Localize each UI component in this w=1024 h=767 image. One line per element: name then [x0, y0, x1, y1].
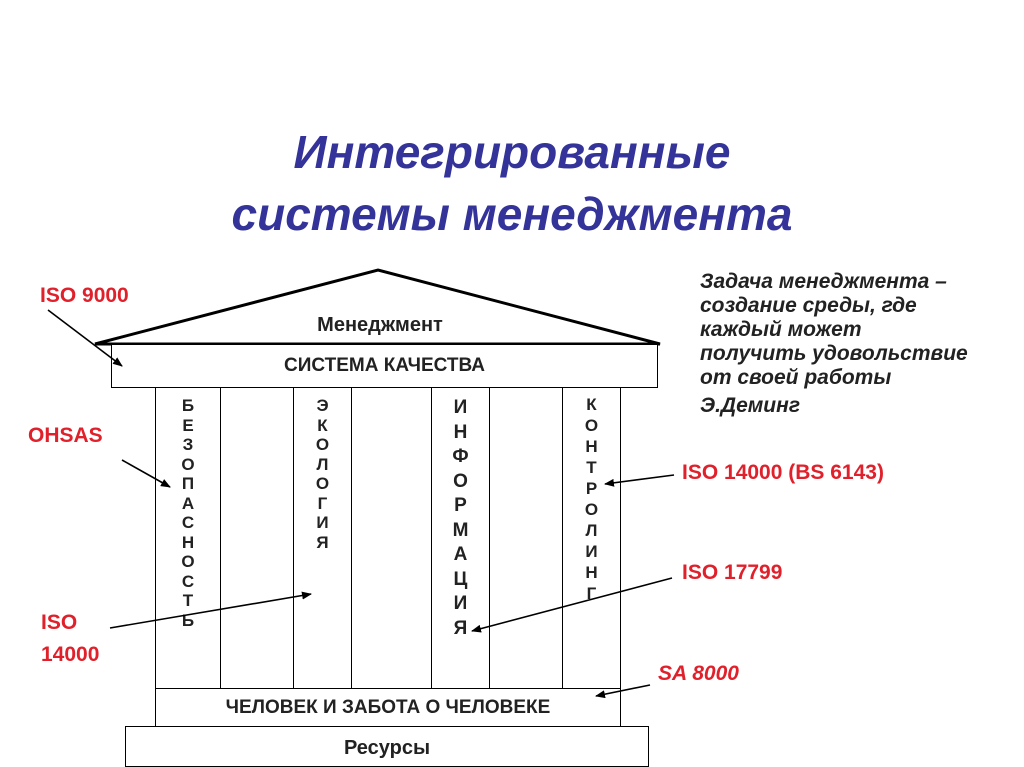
column-letter: К [317, 415, 328, 435]
column-letter: Т [586, 458, 597, 477]
quote-line: создание среды, где [700, 294, 917, 317]
standard-sa8000: SA 8000 [658, 662, 739, 685]
column-letter: О [453, 470, 468, 492]
column-letter: С [181, 513, 195, 532]
column-letter: Л [585, 521, 598, 540]
column-letter: Я [453, 617, 468, 639]
column-letter: К [586, 395, 597, 414]
column-letter: И [316, 513, 329, 532]
column-letter: Н [585, 563, 598, 582]
column-letter: Г [317, 493, 328, 513]
standard-iso14000-bs6143: ISO 14000 (BS 6143) [682, 461, 884, 484]
foundation-label: Ресурсы [343, 737, 431, 759]
column-letter: Н [453, 421, 468, 443]
column-letter: Л [316, 454, 329, 474]
column-letter: Е [182, 415, 194, 435]
arrow-iso9000 [48, 310, 122, 366]
standard-ohsas: OHSAS [28, 424, 103, 447]
column-letter: О [315, 474, 330, 493]
column-letter: Р [585, 479, 598, 498]
column-letter: С [181, 571, 195, 591]
column-letter: Ь [181, 610, 195, 630]
arrow-ohsas [122, 460, 170, 487]
quote-line: от своей работы [700, 366, 892, 389]
arrow-iso14000 [110, 594, 311, 628]
column-letter: Н [585, 437, 598, 456]
standard-iso14000-line1: ISO [41, 611, 78, 634]
column-letter: Э [316, 396, 329, 415]
column-letter: З [182, 435, 194, 454]
column-letter: О [315, 435, 330, 454]
base-label: ЧЕЛОВЕК И ЗАБОТА О ЧЕЛОВЕКЕ [225, 696, 551, 718]
standard-iso14000-line2: 14000 [41, 643, 100, 666]
quote-line: получить удовольствие [700, 342, 968, 365]
arrow-iso14000-bs [605, 475, 674, 484]
arrow-sa8000 [596, 685, 650, 696]
standard-iso17799: ISO 17799 [682, 561, 783, 584]
title-line-1: Интегрированные [293, 126, 731, 178]
column-letter: А [181, 493, 195, 513]
column-letter: Б [181, 396, 195, 415]
quote-line: каждый может [700, 318, 862, 341]
column-letter: А [453, 544, 468, 565]
column-letter: Г [586, 584, 597, 603]
column-letter: М [452, 519, 469, 541]
title-line-2: системы менеджмента [231, 188, 793, 240]
column-letter: И [453, 593, 468, 614]
column-letter: Р [454, 495, 467, 516]
quote-line: Задача менеджмента – [700, 270, 947, 293]
column-letter: Н [181, 532, 195, 552]
column-letter: Ц [453, 568, 468, 590]
arrow-iso17799 [472, 578, 672, 631]
quote-author: Э.Деминг [700, 394, 801, 417]
standard-iso9000: ISO 9000 [40, 284, 129, 307]
column-letter: О [584, 500, 599, 519]
column-letter: Я [316, 532, 329, 552]
column-letter: О [181, 454, 195, 474]
column-letter: О [181, 552, 195, 571]
column-letter: Т [182, 591, 194, 610]
column-letter: И [453, 397, 468, 418]
beam-label: СИСТЕМА КАЧЕСТВА [284, 355, 485, 376]
column-letter: И [585, 542, 598, 561]
roof-label: Менеджмент [317, 314, 443, 336]
column-letter: Ф [452, 446, 469, 467]
column-letter: П [181, 474, 195, 493]
column-letter: О [584, 416, 599, 435]
